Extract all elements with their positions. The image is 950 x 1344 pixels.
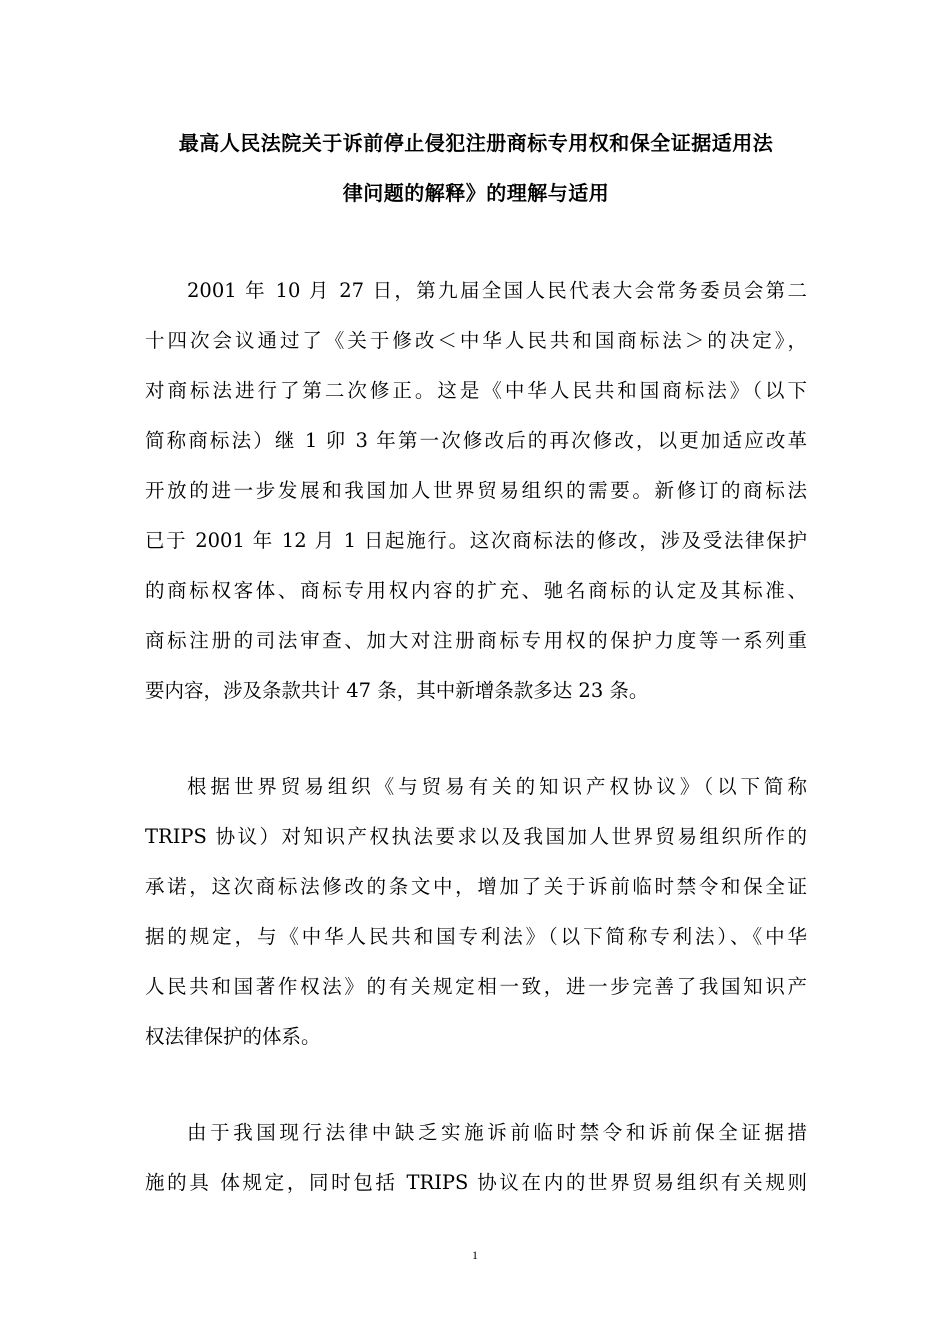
paragraph-line: 据的规定，与《中华人民共和国专利法》（以下简称专利法）、《中华 <box>145 925 807 948</box>
paragraph-line: 由于我国现行法律中缺乏实施诉前临时禁令和诉前保全证据措 <box>187 1121 807 1144</box>
paragraph-line: 商标注册的司法审查、加大对注册商标专用权的保护力度等一系列重 <box>145 629 807 652</box>
paragraph-line: 要内容，涉及条款共计 47 条，其中新增条款多达 23 条。 <box>145 679 649 702</box>
page-number: 1 <box>472 1248 478 1262</box>
paragraph-line: 权法律保护的体系。 <box>145 1025 321 1048</box>
paragraph-line: 十四次会议通过了《关于修改＜中华人民共和国商标法＞的决定》， <box>145 329 807 352</box>
paragraph-line: TRIPS 协议）对知识产权执法要求以及我国加人世界贸易组织所作的 <box>145 825 807 848</box>
paragraph-3 <box>145 1108 807 1208</box>
paragraph-line: 人民共和国著作权法》的有关规定相一致，进一步完善了我国知识产 <box>145 975 807 998</box>
paragraph-line: 施的具 体规定，同时包括 TRIPS 协议在内的世界贸易组织有关规则 <box>145 1171 807 1194</box>
paragraph-line: 承诺，这次商标法修改的条文中，增加了关于诉前临时禁令和保全证 <box>145 875 807 898</box>
document-title <box>145 118 807 218</box>
paragraph-1 <box>145 266 807 716</box>
paragraph-line: 的商标权客体、商标专用权内容的扩充、驰名商标的认定及其标准、 <box>145 579 807 602</box>
paragraph-line: 简称商标法）继 1 卯 3 年第一次修改后的再次修改，以更加适应改革 <box>145 429 807 452</box>
paragraph-line: 已于 2001 年 12 月 1 日起施行。这次商标法的修改，涉及受法律保护 <box>145 529 807 552</box>
paragraph-line: 对商标法进行了第二次修正。这是《中华人民共和国商标法》（以下 <box>145 379 807 402</box>
title-line-2: 律问题的解释》的理解与适用 <box>342 181 610 205</box>
paragraph-line: 2001 年 10 月 27 日，第九届全国人民代表大会常务委员会第二 <box>187 279 807 302</box>
title-line-1: 最高人民法院关于诉前停止侵犯注册商标专用权和保全证据适用法 <box>178 131 774 155</box>
paragraph-line: 开放的进一步发展和我国加人世界贸易组织的需要。新修订的商标法 <box>145 479 807 502</box>
paragraph-2 <box>145 762 807 1062</box>
paragraph-line: 根据世界贸易组织《与贸易有关的知识产权协议》（以下简称 <box>187 775 807 798</box>
